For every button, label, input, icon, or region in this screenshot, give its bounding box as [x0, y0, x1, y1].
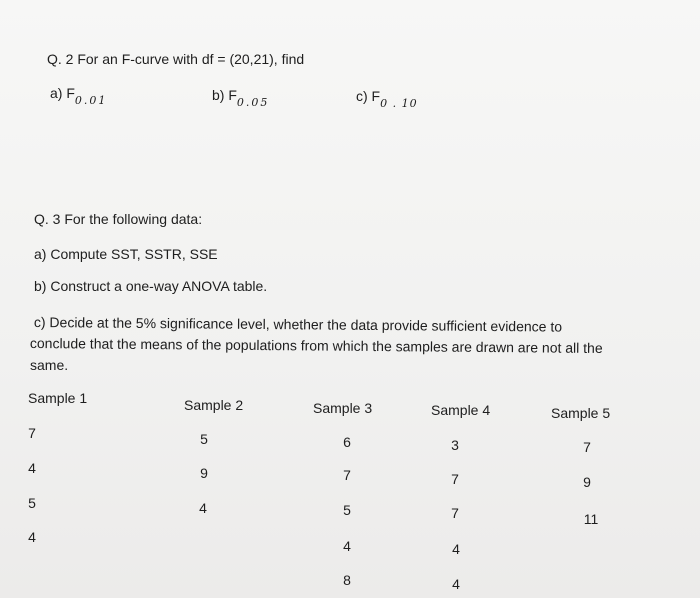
q3-part-a: a) Compute SST, SSTR, SSE	[34, 246, 218, 262]
q3-part-c-line1: c) Decide at the 5% significance level, whether the data provide sufficient evidence to	[33, 313, 563, 335]
q2-part-a-subscript: 0.01	[74, 94, 108, 107]
sample-4-value: 7	[451, 471, 459, 487]
header-sample-3: Sample 3	[313, 400, 373, 416]
q2-part-c-subscript: 0 . 10	[380, 97, 418, 110]
q2-heading: Q. 2 For an F-curve with df = (20,21), find	[47, 51, 305, 67]
sample-3-value: 8	[343, 572, 351, 588]
q2-part-c	[356, 87, 418, 110]
sample-4-value: 4	[452, 576, 460, 592]
header-sample-5: Sample 5	[551, 405, 611, 421]
sample-1-value: 7	[28, 425, 36, 441]
sample-5-value: 7	[583, 439, 591, 455]
sample-4-value: 4	[452, 541, 460, 557]
sample-3-value: 5	[343, 502, 351, 518]
q3-heading: Q. 3 For the following data:	[34, 211, 203, 227]
sample-4-value: 3	[451, 437, 459, 453]
q2-part-a-label: a) F	[50, 85, 75, 101]
sample-2-value: 5	[200, 431, 208, 447]
q2-part-b-subscript: 0.05	[236, 96, 270, 109]
header-sample-1: Sample 1	[28, 390, 88, 406]
q2-part-c-label: c) F	[356, 88, 381, 104]
q2-part-b	[212, 86, 270, 109]
sample-4-value: 7	[451, 505, 459, 521]
header-sample-4: Sample 4	[431, 402, 491, 418]
q2-part-b-label: b) F	[212, 87, 237, 103]
sample-3-value: 4	[343, 538, 351, 554]
sample-3-value: 6	[343, 434, 351, 450]
q3-part-c-line2: conclude that the means of the populations from which the samples are drawn are not all the	[29, 334, 603, 356]
sample-2-value: 4	[199, 500, 207, 516]
sample-3-value: 7	[343, 467, 351, 483]
sample-5-value: 11	[583, 511, 599, 527]
q2-part-a	[50, 84, 108, 107]
q3-part-b: b) Construct a one-way ANOVA table.	[34, 278, 268, 294]
sample-1-value: 4	[28, 460, 36, 476]
sample-1-value: 4	[28, 529, 36, 545]
sample-5-value: 9	[583, 474, 591, 490]
sample-1-value: 5	[28, 495, 36, 511]
header-sample-2: Sample 2	[184, 397, 244, 413]
q3-part-c-line3: same.	[30, 357, 69, 373]
sample-2-value: 9	[200, 465, 208, 481]
